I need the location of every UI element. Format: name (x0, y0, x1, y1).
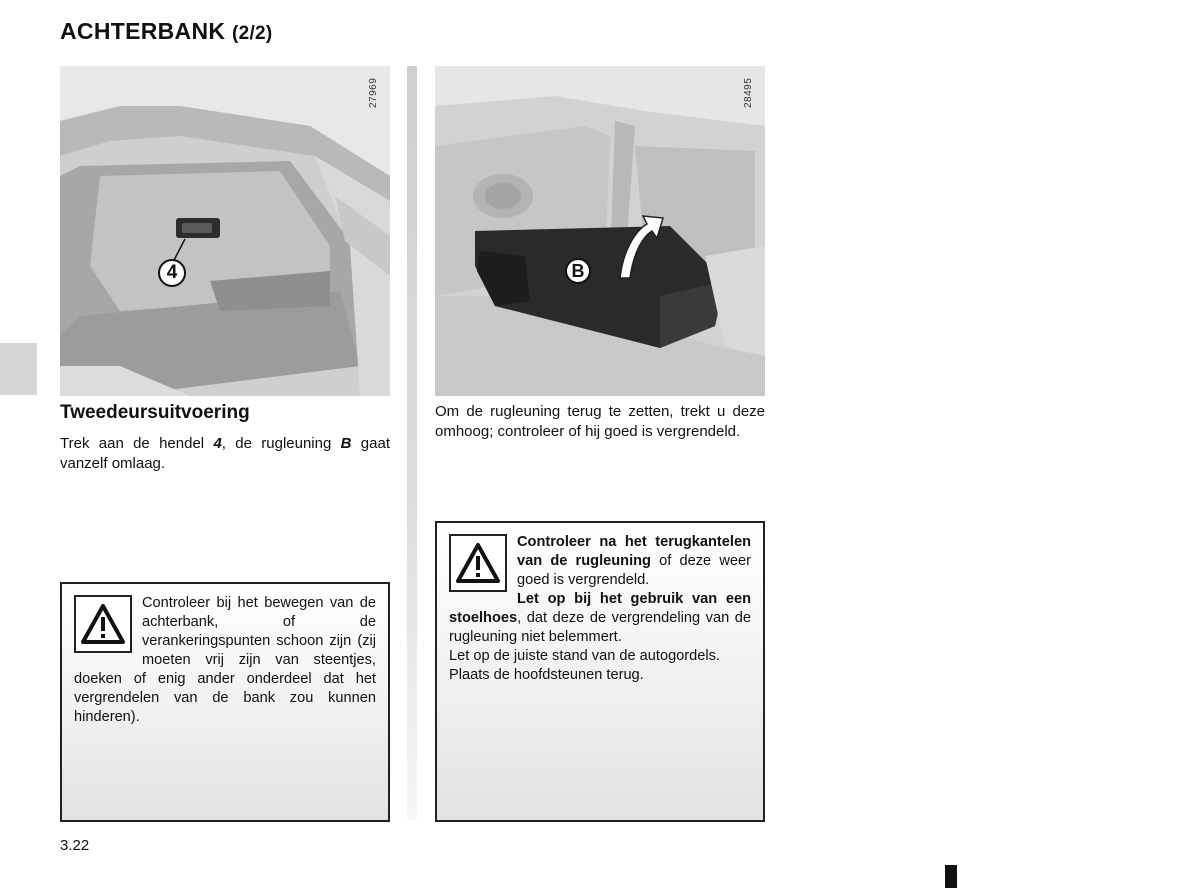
page-number: 3.22 (60, 837, 90, 854)
warning-bold: Let op bij het gebruik van een stoelhoes (449, 591, 751, 626)
text-run: , de rugleuning (221, 435, 341, 452)
callout-4-label: 4 (166, 262, 178, 283)
text-run-bold: B (340, 435, 352, 452)
warning-box (60, 582, 390, 822)
warning-text: Controleer bij het bewegen van de achterbank, of de verankeringspunten schoon zijn (zij moeten vrij zijn van steentjes, doeken of enig ander onderdeel dat het vergrendelen van de bank zou kunnen hinderen). (74, 595, 376, 725)
page-title-part: (2/2) (231, 23, 273, 44)
rear-seat-photo (435, 66, 765, 396)
callout-b-label: B (571, 261, 585, 281)
warning-paragraph (449, 590, 751, 647)
instruction-paragraph (60, 434, 390, 473)
callout-b (565, 258, 591, 284)
warning-box (435, 521, 765, 822)
warning-text: , dat deze de vergrendeling van de rugleuning niet belemmert. (449, 610, 751, 645)
warning-bold: Controleer na het terugkantelen van de rugleuning (517, 534, 751, 569)
page-title-main: ACHTERBANK (60, 18, 226, 44)
text-run-bold: 4 (213, 435, 222, 452)
warning-triangle-icon (74, 595, 132, 653)
trunk-photo (60, 66, 390, 396)
page-edge-marker (945, 865, 957, 888)
section-heading: Tweedeursuitvoering (60, 402, 250, 423)
warning-paragraph: Let op de juiste stand van de autogordels. (449, 648, 720, 664)
photo-number: 27969 (368, 77, 379, 108)
photo-number: 28495 (743, 77, 754, 108)
column-divider (407, 66, 417, 820)
warning-paragraph: Plaats de hoofdsteunen terug. (449, 667, 644, 683)
warning-triangle-icon (449, 534, 507, 592)
text-run: gaat vanzelf omlaag. (60, 435, 390, 472)
section-tab (0, 343, 37, 395)
instruction-paragraph: Om de rugleuning terug te zetten, trekt u deze omhoog; controleer of hij goed is vergrendeld. (435, 403, 765, 440)
warning-text: of deze weer goed is vergrendeld. (517, 553, 751, 588)
callout-4 (158, 259, 186, 287)
page-title (60, 18, 273, 45)
text-run: Trek aan de hendel (60, 435, 214, 452)
